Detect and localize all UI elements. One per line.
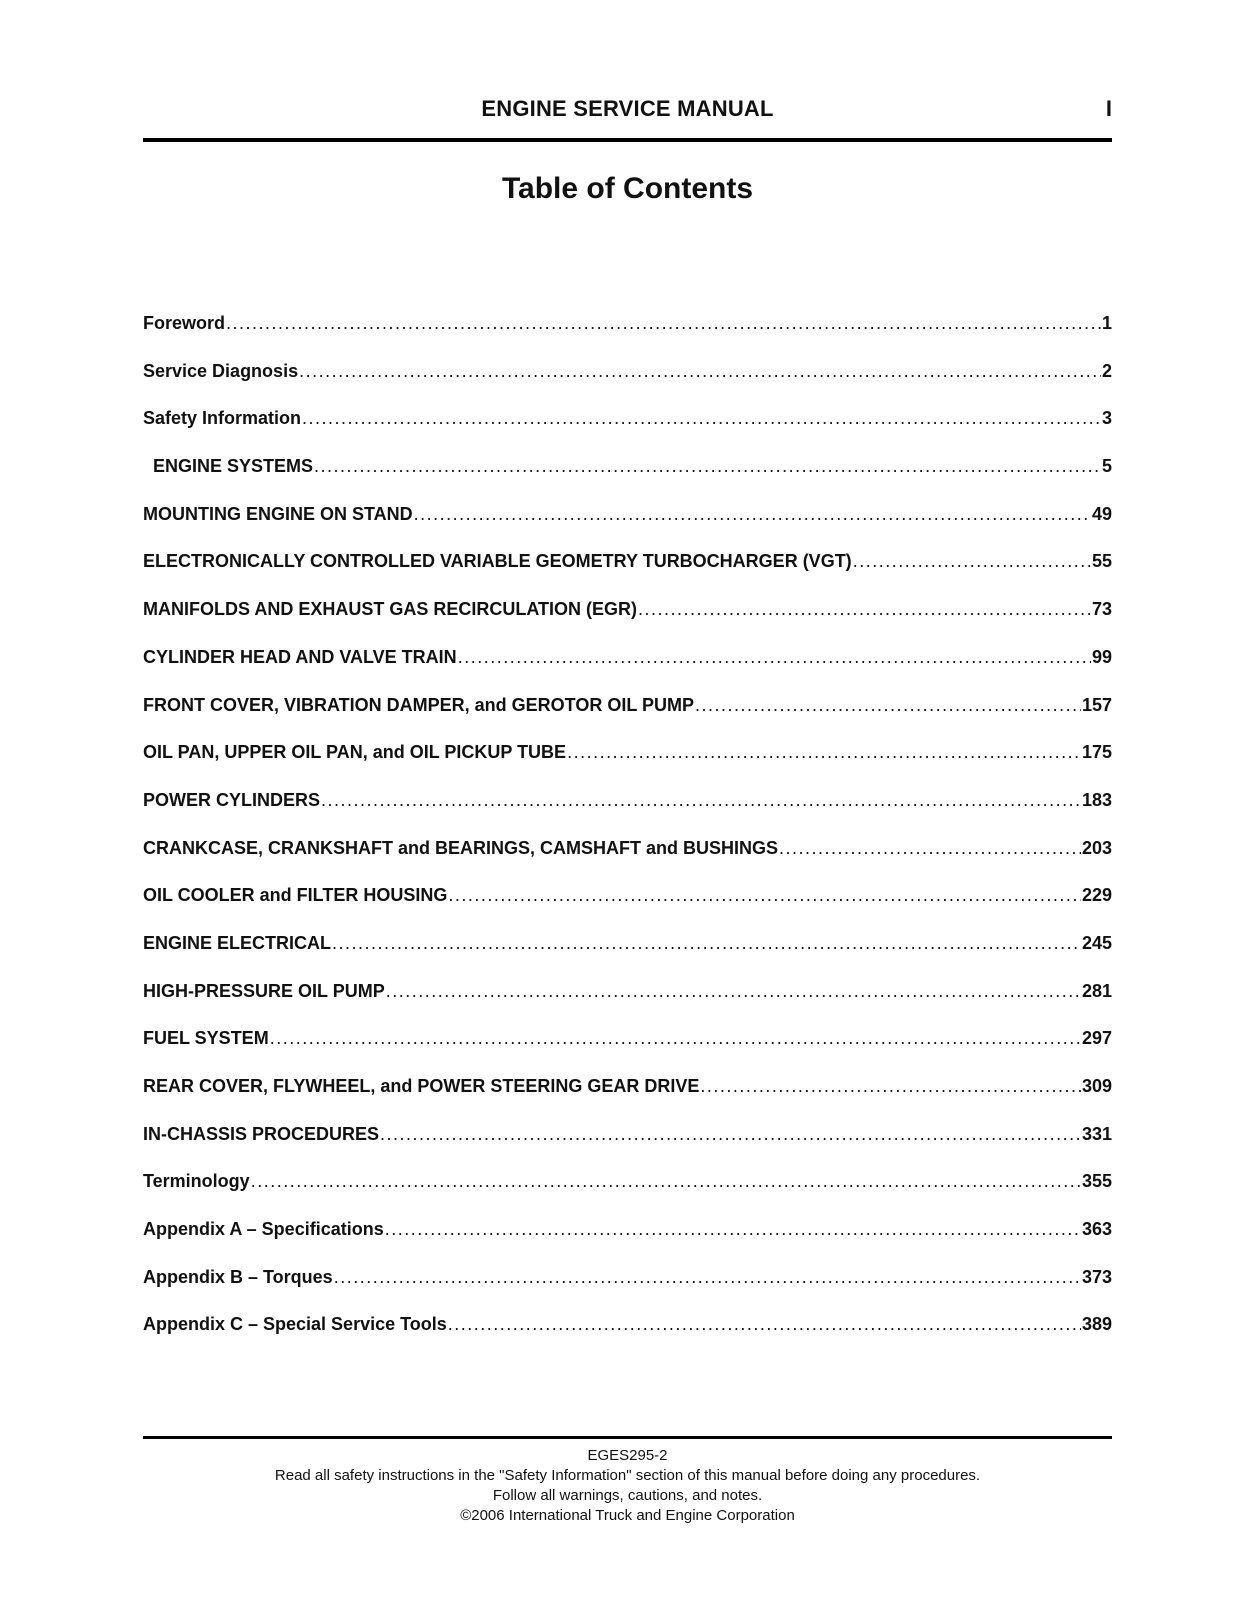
toc-entry[interactable] bbox=[143, 647, 1112, 695]
toc-entry[interactable] bbox=[143, 313, 1112, 361]
toc-entry[interactable] bbox=[143, 1171, 1112, 1219]
manual-title: ENGINE SERVICE MANUAL bbox=[481, 96, 774, 121]
toc-entry[interactable] bbox=[143, 456, 1112, 504]
toc-leader-dots bbox=[251, 1171, 1081, 1192]
toc-entry[interactable] bbox=[143, 408, 1112, 456]
toc-entry-page: 99 bbox=[1091, 646, 1112, 667]
toc-leader-dots bbox=[779, 838, 1081, 859]
safety-notice: Read all safety instructions in the "Safety Information" section of this manual before doing any procedures. bbox=[274, 1467, 981, 1484]
toc-leader-dots bbox=[853, 551, 1091, 572]
toc-entry-label: Appendix C – Special Service Tools bbox=[143, 1314, 447, 1335]
toc-entry[interactable] bbox=[143, 551, 1112, 599]
toc-entry-label: ELECTRONICALLY CONTROLLED VARIABLE GEOMETRY TURBOCHARGER (VGT) bbox=[143, 551, 852, 572]
toc-entry-label: HIGH-PRESSURE OIL PUMP bbox=[143, 980, 385, 1001]
toc-entry-label: MOUNTING ENGINE ON STAND bbox=[143, 503, 413, 524]
toc-entry-label: Appendix A – Specifications bbox=[143, 1219, 384, 1240]
toc-entry[interactable] bbox=[143, 1314, 1112, 1362]
toc-leader-dots bbox=[700, 1076, 1081, 1097]
toc-entry-label: FUEL SYSTEM bbox=[143, 1028, 269, 1049]
copyright-notice: ©2006 International Truck and Engine Corporation bbox=[460, 1507, 795, 1524]
toc-entry-label: MANIFOLDS AND EXHAUST GAS RECIRCULATION (EGR) bbox=[143, 599, 637, 620]
toc-entry[interactable] bbox=[143, 504, 1112, 552]
toc-leader-dots bbox=[334, 1267, 1081, 1288]
toc-entry[interactable] bbox=[143, 695, 1112, 743]
page-header bbox=[143, 96, 1112, 126]
toc-entry-page: 355 bbox=[1081, 1171, 1112, 1192]
toc-entry[interactable] bbox=[143, 1219, 1112, 1267]
toc-leader-dots bbox=[380, 1124, 1081, 1145]
toc-entry-label: OIL PAN, UPPER OIL PAN, and OIL PICKUP TUBE bbox=[143, 742, 567, 763]
toc-leader-dots bbox=[226, 313, 1101, 334]
doc-code: EGES295-2 bbox=[587, 1447, 668, 1464]
toc-leader-dots bbox=[314, 456, 1101, 477]
toc-entry[interactable] bbox=[143, 1267, 1112, 1315]
toc-entry-page: 73 bbox=[1091, 599, 1112, 620]
toc-leader-dots bbox=[302, 408, 1101, 429]
toc-entry-page: 3 bbox=[1101, 408, 1112, 429]
toc-entry-page: 2 bbox=[1101, 360, 1112, 381]
toc-entry[interactable] bbox=[143, 361, 1112, 409]
toc-entry-page: 5 bbox=[1101, 456, 1112, 477]
toc-entry-label: REAR COVER, FLYWHEEL, and POWER STEERING GEAR DRIVE bbox=[143, 1076, 700, 1096]
toc-entry[interactable] bbox=[143, 1028, 1112, 1076]
toc-entry[interactable] bbox=[143, 838, 1112, 886]
toc-entry[interactable] bbox=[143, 1124, 1112, 1172]
toc-entry-page: 1 bbox=[1101, 313, 1112, 333]
toc-entry-label: CRANKCASE, CRANKSHAFT and BEARINGS, CAMSHAFT and BUSHINGS bbox=[143, 837, 779, 858]
toc-leader-dots bbox=[695, 695, 1081, 716]
toc-entry-label: CYLINDER HEAD AND VALVE TRAIN bbox=[143, 646, 457, 667]
toc-entry-label: Safety Information bbox=[143, 408, 302, 429]
toc-leader-dots bbox=[638, 599, 1091, 620]
toc-entry[interactable] bbox=[143, 885, 1112, 933]
toc-entry-label: Terminology bbox=[143, 1171, 250, 1192]
toc-entry-label: OIL COOLER and FILTER HOUSING bbox=[143, 885, 448, 906]
page-marker: I bbox=[1105, 96, 1112, 121]
toc-entry[interactable] bbox=[143, 1076, 1112, 1124]
header-rule bbox=[143, 138, 1112, 142]
toc-entry[interactable] bbox=[143, 981, 1112, 1029]
toc-entry-page: 331 bbox=[1081, 1123, 1112, 1144]
toc-entry-page: 183 bbox=[1081, 789, 1112, 810]
toc-entry[interactable] bbox=[143, 742, 1112, 790]
toc-entry-label: Service Diagnosis bbox=[143, 360, 299, 381]
toc-entry-page: 389 bbox=[1081, 1314, 1112, 1335]
toc-entry-page: 203 bbox=[1081, 837, 1112, 858]
toc-leader-dots bbox=[386, 981, 1081, 1002]
toc-leader-dots bbox=[385, 1219, 1081, 1240]
toc-leader-dots bbox=[332, 933, 1081, 954]
page-footer bbox=[143, 1446, 1112, 1526]
warnings-notice: Follow all warnings, cautions, and notes. bbox=[492, 1487, 763, 1504]
toc-leader-dots bbox=[458, 647, 1091, 668]
toc-leader-dots bbox=[448, 1314, 1081, 1335]
toc-leader-dots bbox=[567, 742, 1081, 763]
toc-entry-label: ENGINE SYSTEMS bbox=[153, 456, 314, 477]
toc-leader-dots bbox=[414, 504, 1091, 525]
toc-leader-dots bbox=[299, 361, 1101, 382]
footer-rule bbox=[143, 1436, 1112, 1439]
toc-entry-page: 49 bbox=[1091, 503, 1112, 524]
toc-entry-page: 55 bbox=[1091, 551, 1112, 572]
table-of-contents bbox=[143, 313, 1112, 1362]
toc-entry-label: Foreword bbox=[143, 313, 226, 333]
toc-entry-label: FRONT COVER, VIBRATION DAMPER, and GEROTOR OIL PUMP bbox=[143, 694, 695, 715]
toc-entry-page: 229 bbox=[1081, 885, 1112, 906]
toc-leader-dots bbox=[270, 1028, 1081, 1049]
toc-entry-page: 297 bbox=[1081, 1028, 1112, 1049]
toc-entry[interactable] bbox=[143, 933, 1112, 981]
toc-entry-page: 245 bbox=[1081, 932, 1112, 953]
toc-entry-label: POWER CYLINDERS bbox=[143, 789, 321, 810]
toc-entry-page: 309 bbox=[1081, 1076, 1112, 1096]
toc-entry[interactable] bbox=[143, 599, 1112, 647]
toc-entry-label: IN-CHASSIS PROCEDURES bbox=[143, 1123, 380, 1144]
toc-entry-page: 281 bbox=[1081, 980, 1112, 1001]
toc-entry-label: ENGINE ELECTRICAL bbox=[143, 932, 332, 953]
toc-leader-dots bbox=[321, 790, 1081, 811]
toc-entry-page: 175 bbox=[1081, 742, 1112, 763]
toc-entry-label: Appendix B – Torques bbox=[143, 1266, 333, 1287]
toc-entry-page: 363 bbox=[1081, 1219, 1112, 1240]
toc-entry[interactable] bbox=[143, 790, 1112, 838]
toc-entry-page: 373 bbox=[1081, 1266, 1112, 1287]
toc-entry-page: 157 bbox=[1081, 694, 1112, 715]
toc-leader-dots bbox=[448, 885, 1081, 906]
page-title: Table of Contents bbox=[501, 172, 754, 205]
